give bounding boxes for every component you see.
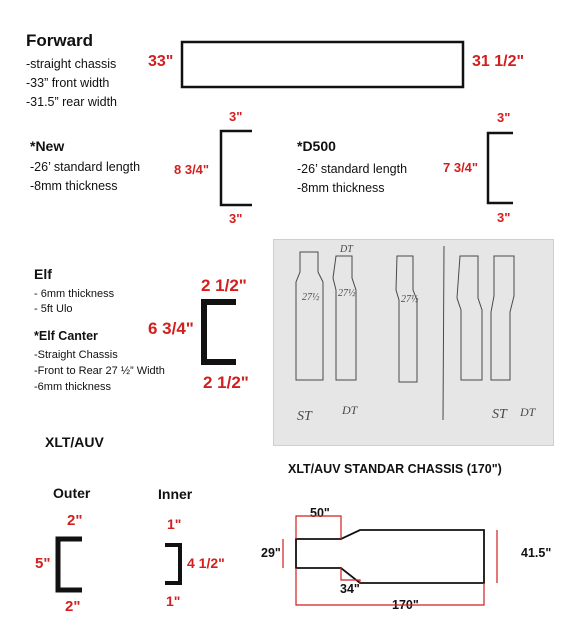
d500-height-dim: 7 3/4" (443, 160, 479, 175)
elf-canter-spec: -Straight Chassis (34, 349, 118, 361)
inner-bottom-dim: 1" (166, 593, 181, 609)
new-spec: -26’ standard length (30, 160, 141, 174)
forward-title: Forward (26, 31, 94, 50)
elf-canter-spec: -6mm thickness (34, 381, 112, 393)
forward-spec: -31.5” rear width (26, 95, 118, 109)
sketch-frame-5 (491, 256, 514, 380)
sketch-frame-1 (296, 252, 323, 380)
d500-bottom-dim: 3" (497, 210, 511, 225)
chassis-total-length: 170" (392, 598, 419, 612)
sketch-frame-3 (396, 256, 417, 382)
sketch-label: DT (342, 403, 358, 417)
elf-height-dim: 6 3/4" (148, 319, 194, 338)
xlt-title: XLT/AUV (45, 434, 104, 450)
elf-canter-spec: -Front to Rear 27 ½” Width (34, 365, 165, 377)
outer-title: Outer (53, 485, 91, 501)
outer-channel-profile (58, 539, 82, 590)
inner-title: Inner (158, 486, 193, 502)
forward-spec: -33” front width (26, 76, 110, 90)
chassis-taper-length: 34" (340, 582, 360, 596)
sketch-label: DT (340, 244, 353, 255)
forward-rear-dim: 31 1/2" (472, 53, 525, 70)
outer-height-dim: 5" (35, 555, 51, 572)
outer-bottom-dim: 2" (65, 598, 81, 615)
new-height-dim: 8 3/4" (174, 162, 210, 177)
chassis-rear-width: 41.5" (521, 546, 552, 560)
elf-top-dim: 2 1/2" (201, 276, 247, 295)
sketch-label: 27½ (401, 294, 419, 305)
d500-title: *D500 (297, 138, 336, 154)
outer-top-dim: 2" (67, 512, 83, 529)
forward-spec: -straight chassis (26, 57, 117, 71)
new-spec: -8mm thickness (30, 179, 118, 193)
d500-spec: -26’ standard length (297, 162, 408, 176)
sketch-drawings (296, 246, 514, 420)
d500-top-dim: 3" (497, 110, 511, 125)
inner-top-dim: 1" (167, 516, 182, 532)
elf-spec: - 6mm thickness (34, 288, 115, 300)
elf-canter-title: *Elf Canter (34, 329, 98, 343)
d500-channel-profile (488, 133, 513, 203)
sketch-frame-4 (457, 256, 482, 380)
sketch-label: 27½ (302, 292, 320, 303)
front-length-dim (296, 516, 341, 539)
elf-spec: - 5ft Ulo (34, 303, 73, 315)
inner-channel-profile (165, 545, 180, 583)
chassis-outline (296, 530, 484, 583)
inner-height-dim: 4 1/2" (187, 555, 225, 571)
sketch-divider (443, 246, 444, 420)
sketch-label: ST (492, 407, 507, 422)
sketch-label: ST (297, 409, 312, 424)
forward-front-dim: 33" (148, 53, 174, 70)
elf-channel-profile (204, 302, 236, 362)
new-bottom-dim: 3" (229, 211, 243, 226)
sketch-label: DT (520, 405, 536, 419)
chassis-front-length: 50" (310, 506, 330, 520)
d500-spec: -8mm thickness (297, 181, 385, 195)
forward-chassis-outline (182, 42, 463, 87)
total-length-dim (296, 568, 484, 605)
sketch-label: 27½ (338, 288, 356, 299)
new-title: *New (30, 138, 65, 154)
chassis-title: XLT/AUV STANDAR CHASSIS (170") (288, 462, 502, 476)
elf-bottom-dim: 2 1/2" (203, 373, 249, 392)
new-top-dim: 3" (229, 109, 243, 124)
elf-title: Elf (34, 266, 52, 282)
sketch-frame-2 (333, 256, 356, 380)
chassis-front-width: 29" (261, 546, 281, 560)
new-channel-profile (221, 131, 252, 205)
